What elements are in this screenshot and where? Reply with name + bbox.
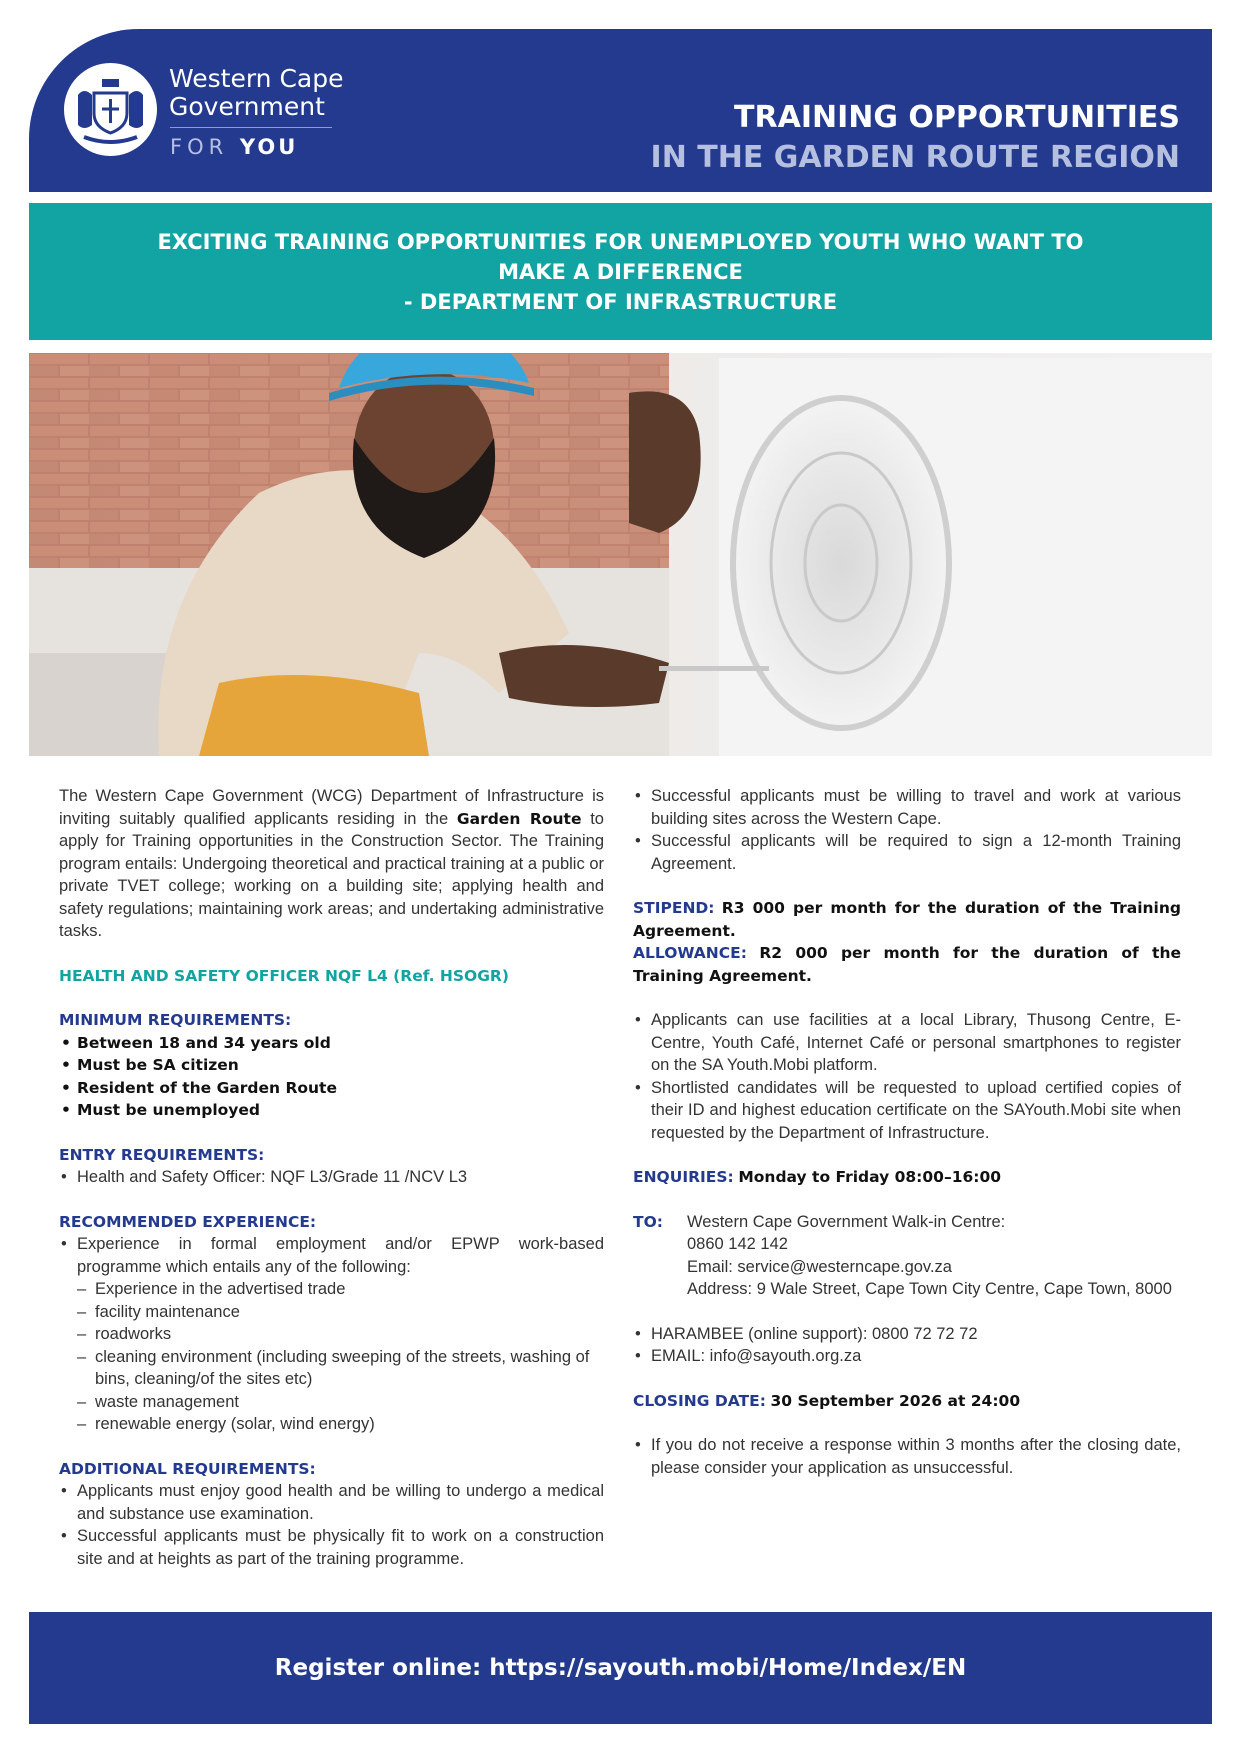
- list-item: • Successful applicants must be physically fit to work on a construction site and at heights as part of the training programme.: [59, 1525, 604, 1570]
- notes-list: [633, 1009, 1181, 1144]
- allowance-label: ALLOWANCE:: [633, 944, 747, 962]
- contact-block: [633, 1211, 1181, 1301]
- closing-note-list: [633, 1434, 1181, 1479]
- list-item: – renewable energy (solar, wind energy): [59, 1413, 604, 1436]
- page-title-line2: IN THE GARDEN ROUTE REGION: [650, 140, 1180, 175]
- enquiries: [633, 1166, 1181, 1189]
- intro-region: Garden Route: [456, 809, 582, 828]
- right-column: [633, 785, 1181, 1479]
- brand-name-line1: Western Cape: [169, 64, 344, 93]
- header-band: [29, 29, 1212, 192]
- register-online-footer[interactable]: Register online: https://sayouth.mobi/Home/Index/EN: [29, 1612, 1212, 1724]
- position-title: HEALTH AND SAFETY OFFICER NQF L4 (Ref. HSOGR): [59, 966, 509, 985]
- page-title-line1: TRAINING OPPORTUNITIES: [734, 100, 1180, 135]
- minimum-requirements-list: [59, 1032, 604, 1122]
- support-list: [633, 1323, 1181, 1368]
- list-item: • HARAMBEE (online support): 0800 72 72 72: [633, 1323, 1181, 1346]
- banner-line1: EXCITING TRAINING OPPORTUNITIES FOR UNEMPLOYED YOUTH WHO WANT TO: [157, 230, 1084, 254]
- contact-line: Western Cape Government Walk-in Centre:: [687, 1212, 1006, 1231]
- list-item: – cleaning environment (including sweeping of the streets, washing of bins, cleaning/of the sites etc): [59, 1346, 604, 1391]
- list-item: • Successful applicants must be willing to travel and work at various building sites across the Western Cape.: [633, 785, 1181, 830]
- closing-date: [633, 1390, 1181, 1413]
- experience-sublist: [59, 1278, 604, 1436]
- tagline-for: FOR: [170, 135, 229, 159]
- closing-label: CLOSING DATE:: [633, 1391, 766, 1410]
- closing-date-value: 30 September 2026 at 24:00: [770, 1391, 1021, 1410]
- brand-tagline: [170, 135, 298, 159]
- list-item: • Applicants can use facilities at a local Library, Thusong Centre, E-Centre, Youth Café, Internet Café or personal smartphones to register on the SA Youth.Mobi platform.: [633, 1009, 1181, 1077]
- contact-email: Email: service@westerncape.gov.za: [687, 1257, 952, 1276]
- brand-divider: [170, 127, 332, 128]
- intro-paragraph: [59, 785, 604, 943]
- enquiries-hours: Monday to Friday 08:00–16:00: [738, 1168, 1002, 1186]
- experience-heading: RECOMMENDED EXPERIENCE:: [59, 1212, 317, 1231]
- intro-text-1: The Western Cape Government (WCG) Department of Infrastructure is inviting suitably qualified applicants residing in the: [59, 787, 604, 828]
- list-item: • Applicants must enjoy good health and be willing to undergo a medical and substance use examination.: [59, 1480, 604, 1525]
- list-item: • Health and Safety Officer: NQF L3/Grade 11 /NCV L3: [59, 1166, 604, 1189]
- hero-photo: [29, 353, 1212, 756]
- additional-requirements-heading: ADDITIONAL REQUIREMENTS:: [59, 1459, 316, 1478]
- enquiries-label: ENQUIRIES:: [633, 1168, 734, 1186]
- additional-requirements-list-a: [59, 1480, 604, 1570]
- list-item: – facility maintenance: [59, 1301, 604, 1324]
- list-item: • Must be SA citizen: [59, 1054, 604, 1077]
- list-item: • Must be unemployed: [59, 1099, 604, 1122]
- list-item: • Successful applicants will be required to sign a 12-month Training Agreement.: [633, 830, 1181, 875]
- left-column: [59, 785, 604, 1570]
- headline-banner: [29, 203, 1212, 340]
- entry-requirements-list: [59, 1166, 604, 1189]
- banner-line2: MAKE A DIFFERENCE: [498, 260, 743, 284]
- list-item: • Shortlisted candidates will be requested to upload certified copies of their ID and highest education certificate on the SAYouth.Mobi site when requested by the Department of Infrastructure.: [633, 1077, 1181, 1145]
- entry-requirements-heading: ENTRY REQUIREMENTS:: [59, 1145, 265, 1164]
- brand-name-line2: Government: [169, 92, 325, 121]
- to-label: TO:: [633, 1212, 663, 1231]
- tagline-you: YOU: [239, 135, 299, 159]
- stipend-text: R3 000 per month for the duration of the Training Agreement.: [633, 899, 1181, 940]
- list-item: – roadworks: [59, 1323, 604, 1346]
- coat-of-arms-logo: [64, 63, 157, 156]
- contact-address: Address: 9 Wale Street, Cape Town City Centre, Cape Town, 8000: [687, 1280, 1172, 1298]
- list-item: • Experience in formal employment and/or EPWP work-based programme which entails any of the following:: [59, 1233, 604, 1278]
- additional-requirements-list-b: [633, 785, 1181, 875]
- banner-line3: - DEPARTMENT OF INFRASTRUCTURE: [403, 290, 838, 314]
- experience-list: [59, 1233, 604, 1278]
- list-item: • Resident of the Garden Route: [59, 1077, 604, 1100]
- allowance-text: R2 000 per month for the duration of the Training Agreement.: [633, 944, 1181, 985]
- list-item: – Experience in the advertised trade: [59, 1278, 604, 1301]
- list-item: • EMAIL: info@sayouth.org.za: [633, 1345, 1181, 1368]
- minimum-requirements-heading: MINIMUM REQUIREMENTS:: [59, 1011, 292, 1029]
- list-item: • Between 18 and 34 years old: [59, 1032, 604, 1055]
- list-item: • If you do not receive a response within 3 months after the closing date, please consider your application as unsuccessful.: [633, 1434, 1181, 1479]
- contact-lines: [687, 1211, 1172, 1301]
- stipend: [633, 897, 1181, 942]
- allowance: [633, 942, 1181, 987]
- list-item: – waste management: [59, 1391, 604, 1414]
- contact-phone: 0860 142 142: [687, 1235, 788, 1253]
- stipend-label: STIPEND:: [633, 899, 715, 917]
- intro-text-2: to apply for Training opportunities in the Construction Sector. The Training program entails: Undergoing theoretical and practical training at a public or private TVET college; working on a building site; applying health and safety regulations; maintaining work areas; and undertaking administrative tasks.: [59, 809, 604, 940]
